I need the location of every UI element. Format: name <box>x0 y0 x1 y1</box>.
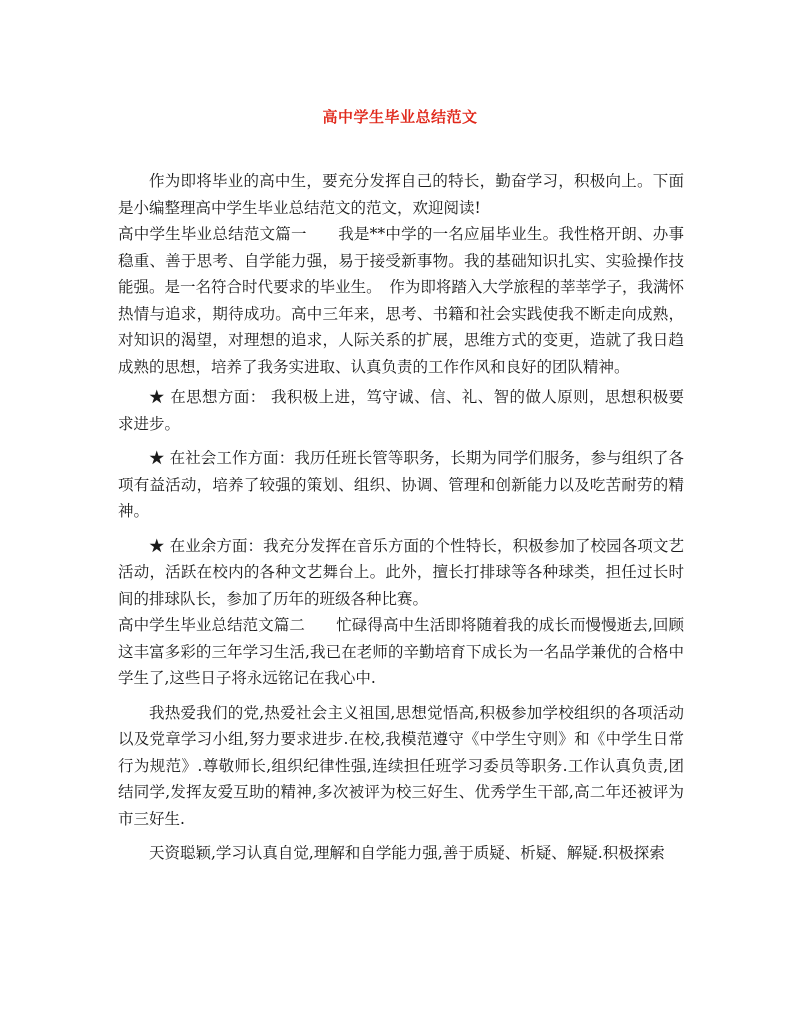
leisure-paragraph: ★ 在业余方面：我充分发挥在音乐方面的个性特长，积极参加了校园各项文艺活动，活跃在校内的各种文艺舞台上。此外，擅长打排球等各种球类，担任过长时间的排球队长，参加了历年的班级各种比赛。 <box>118 536 684 608</box>
document-title: 高中学生毕业总结范文 <box>322 108 478 126</box>
document-body <box>118 168 684 867</box>
essay-two-paragraph: 高中学生毕业总结范文篇二 忙碌得高中生活即将随着我的成长而慢慢逝去,回顾这丰富多彩的三年学习生活,我已在老师的辛勤培育下成长为一名品学兼优的合格中学生了,这些日子将永远铭记在我心中. <box>118 616 684 687</box>
thought-paragraph: ★ 在思想方面： 我积极上进，笃守诚、信、礼、智的做人原则，思想积极要求进步。 <box>118 388 684 433</box>
party-paragraph: 我热爱我们的党,热爱社会主义祖国,思想觉悟高,积极参加学校组织的各项活动以及党章学习小组,努力要求进步.在校,我模范遵守《中学生守则》和《中学生日常行为规范》.尊敬师长,组织纪律性强,连续担任班学习委员等职务.工作认真负责,团结同学,发挥友爱互助的精神,多次被评为校三好生、优秀学生干部,高二年还被评为市三好生. <box>118 703 684 828</box>
essay-one-paragraph: 高中学生毕业总结范文篇一 我是**中学的一名应届毕业生。我性格开朗、办事稳重、善于思考、自学能力强，易于接受新事物。我的基础知识扎实、实验操作技能强。是一名符合时代要求的毕业生。 作为即将踏入大学旅程的莘莘学子，我满怀热情与追求，期待成功。高中三年来，思考、书籍和社会实践使我不断走向成熟，对知识的渴望，对理想的追求，人际关系的扩展，思维方式的变更，造就了我日趋成熟的思想，培养了我务实进取、认真负责的工作作风和良好的团队精神。 <box>118 225 684 376</box>
study-paragraph: 天资聪颖,学习认真自觉,理解和自学能力强,善于质疑、析疑、解疑.积极探索 <box>149 844 665 862</box>
social-work-paragraph: ★ 在社会工作方面：我历任班长管等职务，长期为同学们服务，参与组织了各项有益活动，培养了较强的策划、组织、协调、管理和创新能力以及吃苦耐劳的精神。 <box>118 449 684 520</box>
intro-paragraph: 作为即将毕业的高中生，要充分发挥自己的特长，勤奋学习，积极向上。下面是小编整理高中学生毕业总结范文的范文，欢迎阅读! <box>118 172 684 217</box>
